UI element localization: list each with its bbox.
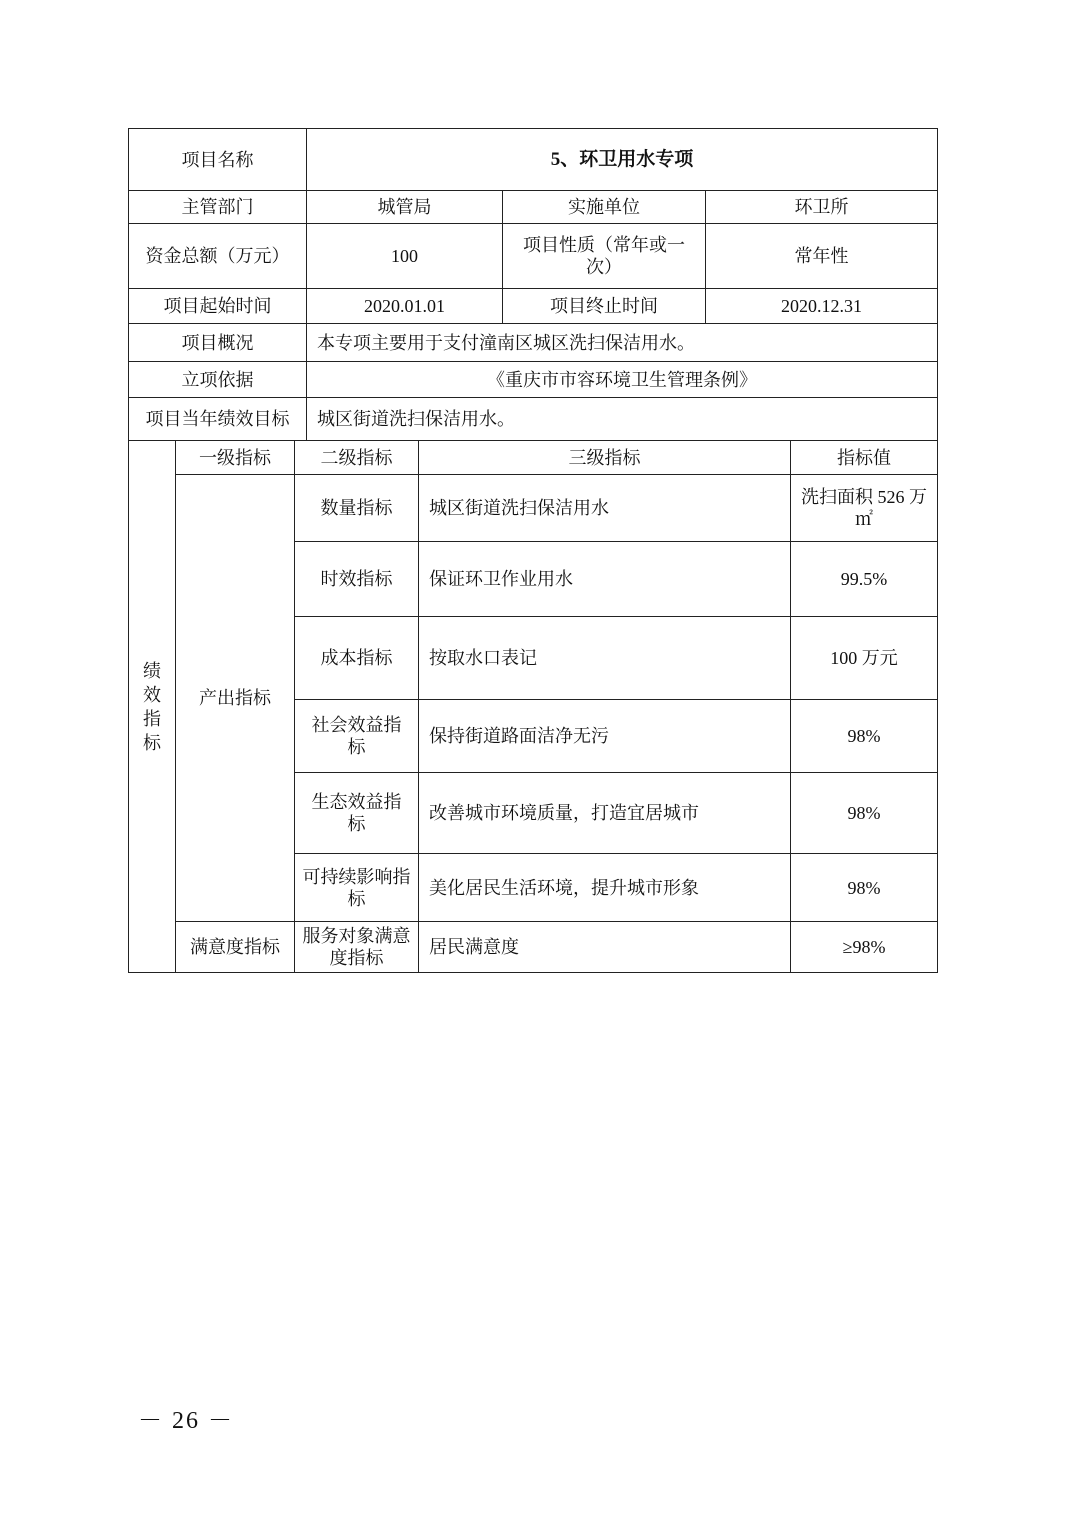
value-cell: 98% — [791, 854, 938, 922]
value-cell: 98% — [791, 700, 938, 773]
start-value: 2020.01.01 — [307, 289, 503, 324]
level3-cell: 美化居民生活环境，提升城市形象 — [419, 854, 791, 922]
value-cell: 洗扫面积 526 万㎡ — [791, 475, 938, 542]
level2-cell: 社会效益指标 — [295, 700, 419, 773]
fund-value: 100 — [307, 224, 503, 289]
indicator-table — [128, 440, 938, 973]
header-value: 指标值 — [791, 441, 938, 475]
level3-cell: 保证环卫作业用水 — [419, 542, 791, 617]
level2-cell: 可持续影响指标 — [295, 854, 419, 922]
section-label-text: 绩效指标 — [143, 660, 161, 753]
end-label: 项目终止时间 — [503, 289, 706, 324]
dept-label: 主管部门 — [129, 191, 307, 224]
section-label — [129, 441, 176, 973]
project-name-label: 项目名称 — [129, 129, 307, 191]
level2-cell: 数量指标 — [295, 475, 419, 542]
level3-cell: 改善城市环境质量，打造宜居城市 — [419, 773, 791, 854]
value-cell: ≥98% — [791, 922, 938, 973]
level3-cell: 按取水口表记 — [419, 617, 791, 700]
header-level3: 三级指标 — [419, 441, 791, 475]
overview-value: 本专项主要用于支付潼南区城区洗扫保洁用水。 — [307, 324, 938, 362]
satisfaction-label: 满意度指标 — [176, 922, 295, 973]
fund-label: 资金总额（万元） — [129, 224, 307, 289]
level3-cell: 城区街道洗扫保洁用水 — [419, 475, 791, 542]
level3-cell: 居民满意度 — [419, 922, 791, 973]
basis-label: 立项依据 — [129, 362, 307, 398]
level2-cell: 时效指标 — [295, 542, 419, 617]
level2-cell: 服务对象满意度指标 — [295, 922, 419, 973]
start-label: 项目起始时间 — [129, 289, 307, 324]
goal-label: 项目当年绩效目标 — [129, 398, 307, 441]
level2-cell: 生态效益指标 — [295, 773, 419, 854]
impl-label: 实施单位 — [503, 191, 706, 224]
overview-label: 项目概况 — [129, 324, 307, 362]
value-cell: 99.5% — [791, 542, 938, 617]
goal-value: 城区街道洗扫保洁用水。 — [307, 398, 938, 441]
nature-value: 常年性 — [706, 224, 938, 289]
level2-cell: 成本指标 — [295, 617, 419, 700]
value-cell: 98% — [791, 773, 938, 854]
impl-value: 环卫所 — [706, 191, 938, 224]
end-value: 2020.12.31 — [706, 289, 938, 324]
nature-label: 项目性质（常年或一次） — [503, 224, 706, 289]
level3-cell: 保持街道路面洁净无污 — [419, 700, 791, 773]
project-name-value: 5、环卫用水专项 — [307, 129, 938, 191]
basis-value: 《重庆市市容环境卫生管理条例》 — [307, 362, 938, 398]
dept-value: 城管局 — [307, 191, 503, 224]
project-info-table — [128, 128, 938, 441]
output-label: 产出指标 — [176, 475, 295, 922]
header-level2: 二级指标 — [295, 441, 419, 475]
page-number: － 26 － — [138, 1408, 234, 1434]
header-level1: 一级指标 — [176, 441, 295, 475]
value-cell: 100 万元 — [791, 617, 938, 700]
